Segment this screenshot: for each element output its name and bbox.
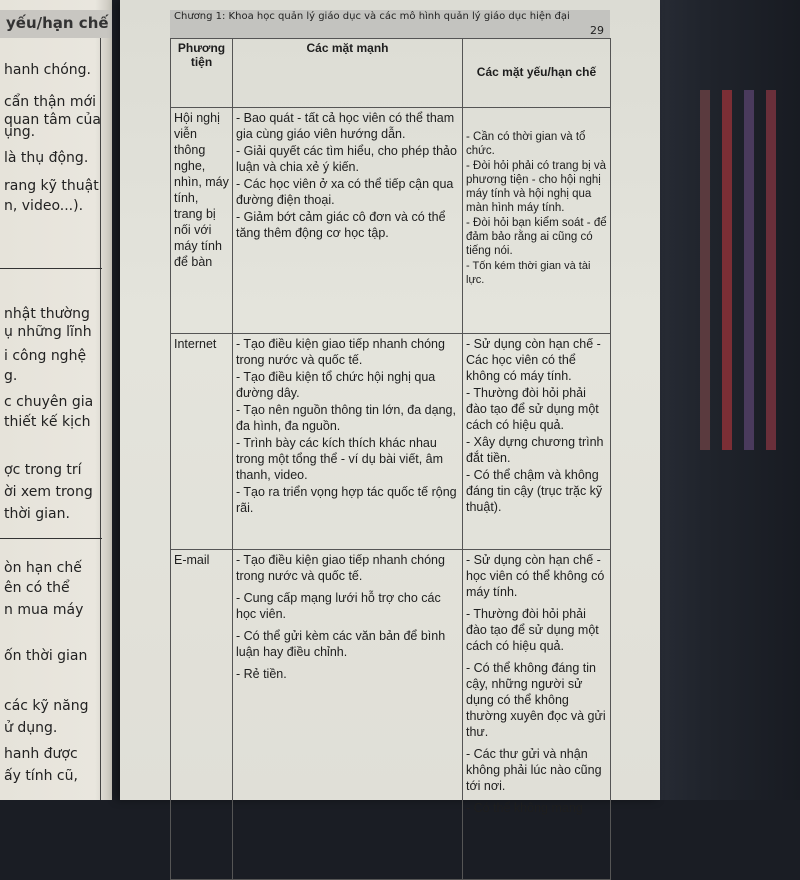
strength-item: - Giải quyết các tìm hiểu, cho phép thảo luận và chia xẻ ý kiến.: [236, 144, 457, 174]
left-page-rule: [100, 38, 101, 800]
left-page-line: các kỹ năng: [4, 698, 89, 714]
strengths-cell: [233, 108, 463, 334]
weaknesses-cell: [463, 550, 611, 880]
medium-cell: Internet: [171, 334, 233, 550]
strength-item: - Tạo điều kiện giao tiếp nhanh chóng trong nước và quốc tế.: [236, 337, 445, 367]
left-page-line: rang kỹ thuật: [4, 178, 99, 194]
left-page-line: hanh chóng.: [4, 62, 91, 78]
weakness-item: - Xây dựng chương trình đắt tiền.: [466, 435, 604, 465]
left-page-line: n, video...).: [4, 198, 84, 214]
left-page-line: nhật thường: [4, 306, 90, 322]
weakness-item: - Có thể không mang: [466, 801, 583, 815]
left-page-line: ốn thời gian: [4, 648, 88, 664]
weakness-item: - Các thư gửi và nhận không phải lúc nào cũng tới nơi.: [466, 747, 602, 793]
left-facing-page: [0, 0, 112, 800]
left-page-line: ời xem trong: [4, 484, 93, 500]
weakness-item: - Thường đòi hỏi phải đào tạo để sử dụng một cách có hiệu quả.: [466, 386, 599, 432]
weakness-item: - Tốn kém thời gian và tài lực.: [466, 260, 591, 286]
strength-item: - Tạo điều kiện giao tiếp nhanh chóng trong nước và quốc tế.: [236, 553, 445, 583]
left-page-header: [0, 10, 112, 38]
left-page-line: ấy tính cũ,: [4, 768, 78, 784]
strength-item: - Tạo điều kiện tổ chức hội nghị qua đường dây.: [236, 370, 436, 400]
left-page-line: cẩn thận mới: [4, 94, 96, 110]
weakness-item: - Có thể chậm và không đáng tin cậy (trục trặc kỹ thuật).: [466, 468, 603, 514]
page-number: 29: [590, 24, 604, 37]
strength-item: - Các học viên ở xa có thể tiếp cận qua đường điện thoại.: [236, 177, 454, 207]
comparison-table: [170, 38, 611, 880]
weakness-item: - Đòi hỏi phải có trang bị và phương tiện - cho hội nghị máy tính và hội nghị qua màn hình máy tính.: [466, 160, 606, 214]
strengths-cell: [233, 550, 463, 880]
left-page-line: thiết kế kịch: [4, 414, 91, 430]
running-header: [170, 10, 610, 38]
strength-item: - Giảm bớt cảm giác cô đơn và có thể tăng thêm động cơ học tập.: [236, 210, 446, 240]
left-page-separator: [0, 538, 102, 539]
weakness-item: - Đòi hỏi bạn kiểm soát - để đảm bảo rằng ai cũng có tiếng nói.: [466, 217, 607, 257]
table-row: [171, 108, 611, 334]
weakness-item: - Sử dụng còn hạn chế - học viên có thể không có máy tính.: [466, 553, 605, 599]
table-header-row: [171, 39, 611, 108]
left-page-line: ợc trong trí: [4, 462, 82, 478]
background-stripe: [700, 90, 710, 450]
weakness-item: - Sử dụng còn hạn chế - Các học viên có thể không có máy tính.: [466, 337, 601, 383]
table-row: [171, 550, 611, 880]
left-page-line: ên có thể: [4, 580, 70, 596]
left-page-heading: yếu/hạn chế: [6, 14, 109, 32]
medium-cell: E-mail: [171, 550, 233, 880]
column-header-strengths: Các mặt mạnh: [233, 39, 463, 108]
background-stripe: [766, 90, 776, 450]
left-page-line: thời gian.: [4, 506, 70, 522]
strength-item: - Có thể gửi kèm các văn bản để bình luận hay điều chỉnh.: [236, 629, 446, 659]
column-header-medium: Phương tiện: [171, 39, 233, 108]
column-header-weaknesses: Các mặt yếu/hạn chế: [463, 39, 611, 108]
table-row: [171, 334, 611, 550]
left-page-line: c chuyên gia: [4, 394, 94, 410]
left-page-line: là thụ động.: [4, 150, 89, 166]
left-page-line: ử dụng.: [4, 720, 58, 736]
weakness-item: - Cần có thời gian và tổ chức.: [466, 131, 586, 157]
strength-item: - Tạo ra triển vọng hợp tác quốc tế rộng rãi.: [236, 485, 457, 515]
left-page-line: n mua máy: [4, 602, 84, 618]
strength-item: - Bao quát - tất cả học viên có thể tham gia cùng giáo viên hướng dẫn.: [236, 111, 455, 141]
strength-item: - Tạo nên nguồn thông tin lớn, đa dạng, đa hình, đa nguồn.: [236, 403, 456, 433]
strength-item: - Cung cấp mạng lưới hỗ trợ cho các học viên.: [236, 591, 441, 621]
background-stripe: [722, 90, 732, 450]
left-page-line: quan tâm của: [4, 112, 101, 128]
left-page-line: ụng.: [4, 124, 36, 140]
chapter-title: Chương 1: Khoa học quản lý giáo dục và các mô hình quản lý giáo dục hiện đại: [174, 11, 570, 22]
strength-item: - Rẻ tiền.: [236, 667, 287, 681]
left-page-line: ụ những lĩnh: [4, 324, 92, 340]
weaknesses-cell: [463, 108, 611, 334]
strength-item: - Trình bày các kích thích khác nhau trong một tổng thể - ví dụ bài viết, âm thanh, video.: [236, 436, 444, 482]
background-stripe: [744, 90, 754, 450]
left-page-line: i công nghệ: [4, 348, 87, 364]
weakness-item: - Có thể không đáng tin cậy, những người sử dụng có thể không thường xuyên đọc và gửi thư.: [466, 661, 606, 739]
weakness-item: - Thường đòi hỏi phải đào tạo để sử dụng một cách có hiệu quả.: [466, 607, 599, 653]
left-page-separator: [0, 268, 102, 269]
strengths-cell: [233, 334, 463, 550]
weaknesses-cell: [463, 334, 611, 550]
medium-cell: Hội nghị viễn thông nghe, nhìn, máy tính, trang bị nối với máy tính để bàn: [171, 108, 233, 334]
dark-background: [640, 0, 800, 800]
left-page-line: òn hạn chế: [4, 560, 82, 576]
left-page-line: hanh được: [4, 746, 78, 762]
left-page-line: g.: [4, 368, 18, 384]
